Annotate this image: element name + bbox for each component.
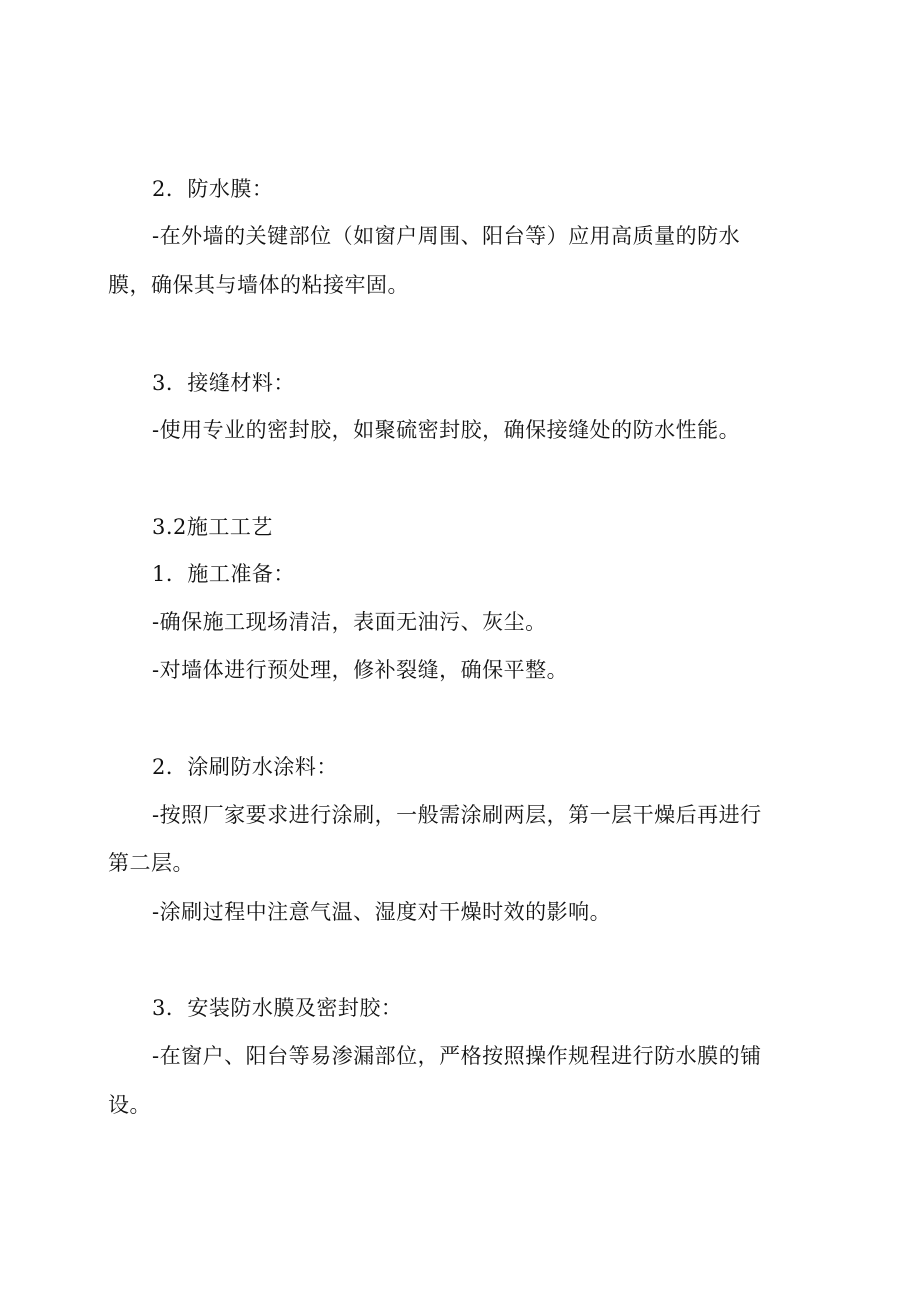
section-heading-construction-process: 3.2施工工艺 <box>152 515 273 539</box>
section-heading-waterproof-membrane: 2．防水膜： <box>152 177 274 201</box>
paragraph-line: -涂刷过程中注意气温、湿度对干燥时效的影响。 <box>152 900 612 924</box>
paragraph-line: 第二层。 <box>108 851 194 875</box>
paragraph-line: -在窗户、阳台等易渗漏部位，严格按照操作规程进行防水膜的铺 <box>152 1044 762 1068</box>
paragraph-line: -对墙体进行预处理，修补裂缝，确保平整。 <box>152 658 569 682</box>
paragraph-line: -在外墙的关键部位（如窗户周围、阳台等）应用高质量的防水 <box>152 224 741 248</box>
section-heading-coating: 2．涂刷防水涂料： <box>152 755 338 779</box>
section-heading-preparation: 1．施工准备： <box>152 562 295 586</box>
paragraph-line: -使用专业的密封胶，如聚硫密封胶，确保接缝处的防水性能。 <box>152 418 741 442</box>
paragraph-line: -按照厂家要求进行涂刷，一般需涂刷两层，第一层干燥后再进行 <box>152 803 762 827</box>
paragraph-line: 设。 <box>108 1093 151 1117</box>
section-heading-joint-materials: 3．接缝材料： <box>152 371 295 395</box>
paragraph-line: 膜，确保其与墙体的粘接牢固。 <box>108 273 409 297</box>
section-heading-membrane-sealant: 3．安装防水膜及密封胶： <box>152 996 403 1020</box>
paragraph-line: -确保施工现场清洁，表面无油污、灰尘。 <box>152 610 547 634</box>
